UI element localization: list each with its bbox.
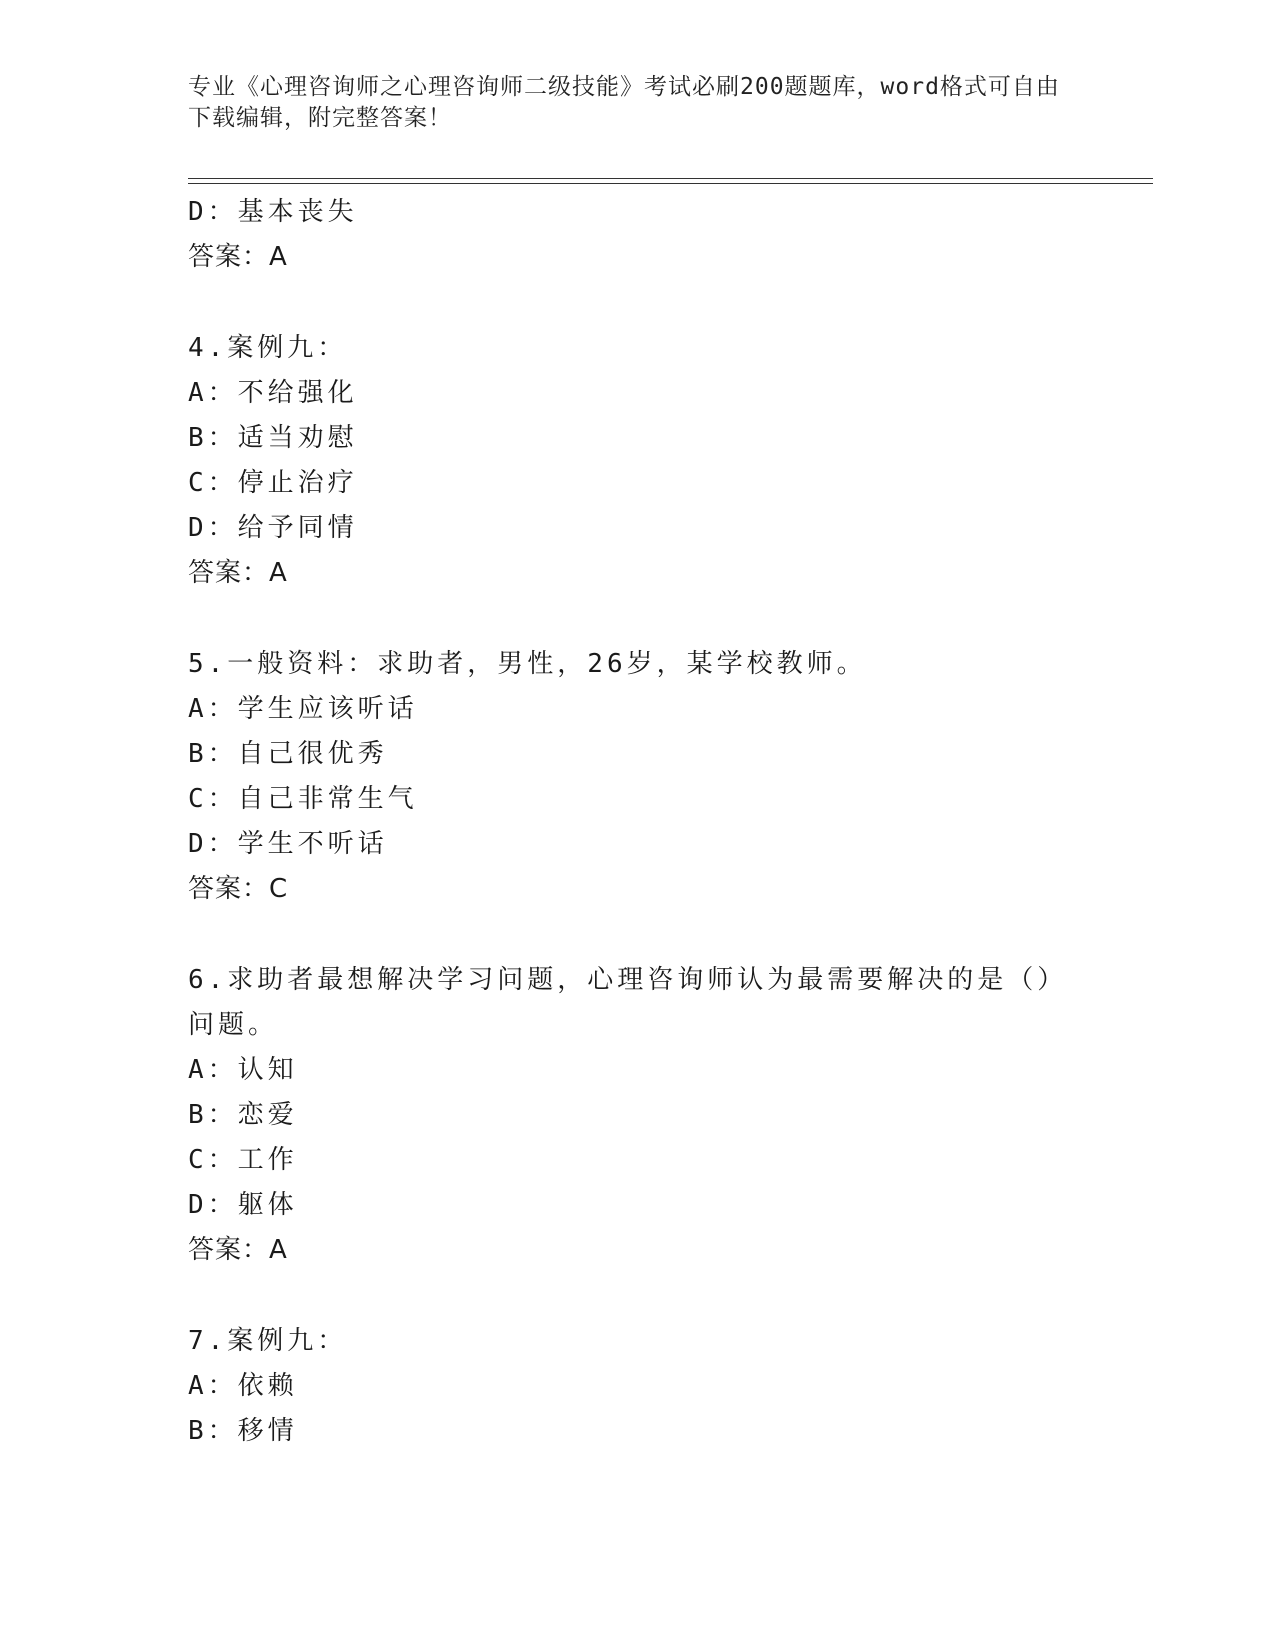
option-d: D：给予同情 [188,513,358,543]
header-divider-top [188,178,1153,179]
answer: 答案：A [188,558,288,588]
answer: 答案：A [188,242,288,272]
option-b: B：自己很优秀 [188,739,388,769]
option-d: D：基本丧失 [188,197,358,227]
question-6 [188,958,1088,1273]
document-header: 专业《心理咨询师之心理咨询师二级技能》考试必刷200题题库，word格式可自由下载编辑，附完整答案！ [188,74,1060,131]
question-stem: 7.案例九： [188,1326,348,1356]
question-4 [188,326,1088,596]
option-a: A：学生应该听话 [188,694,418,724]
header-divider-bottom [188,183,1153,184]
question-list [188,190,1088,1454]
option-a: A：不给强化 [188,378,358,408]
question-7 [188,1319,1088,1454]
answer: 答案：C [188,874,289,904]
option-a: A：依赖 [188,1371,298,1401]
question-stem: 5.一般资料：求助者，男性，26岁，某学校教师。 [188,649,867,679]
option-b: B：恋爱 [188,1100,298,1130]
option-c: C：自己非常生气 [188,784,418,814]
question-stem: 4.案例九： [188,333,348,363]
question-stem: 6.求助者最想解决学习问题，心理咨询师认为最需要解决的是（）问题。 [188,965,1068,1040]
question-5 [188,642,1088,912]
option-c: C：停止治疗 [188,468,358,498]
answer: 答案：A [188,1235,288,1265]
option-c: C：工作 [188,1145,298,1175]
option-b: B：移情 [188,1416,298,1446]
option-d: D：学生不听话 [188,829,388,859]
option-d: D：躯体 [188,1190,298,1220]
option-a: A：认知 [188,1055,298,1085]
option-b: B：适当劝慰 [188,423,358,453]
question-3-continuation [188,190,1088,280]
